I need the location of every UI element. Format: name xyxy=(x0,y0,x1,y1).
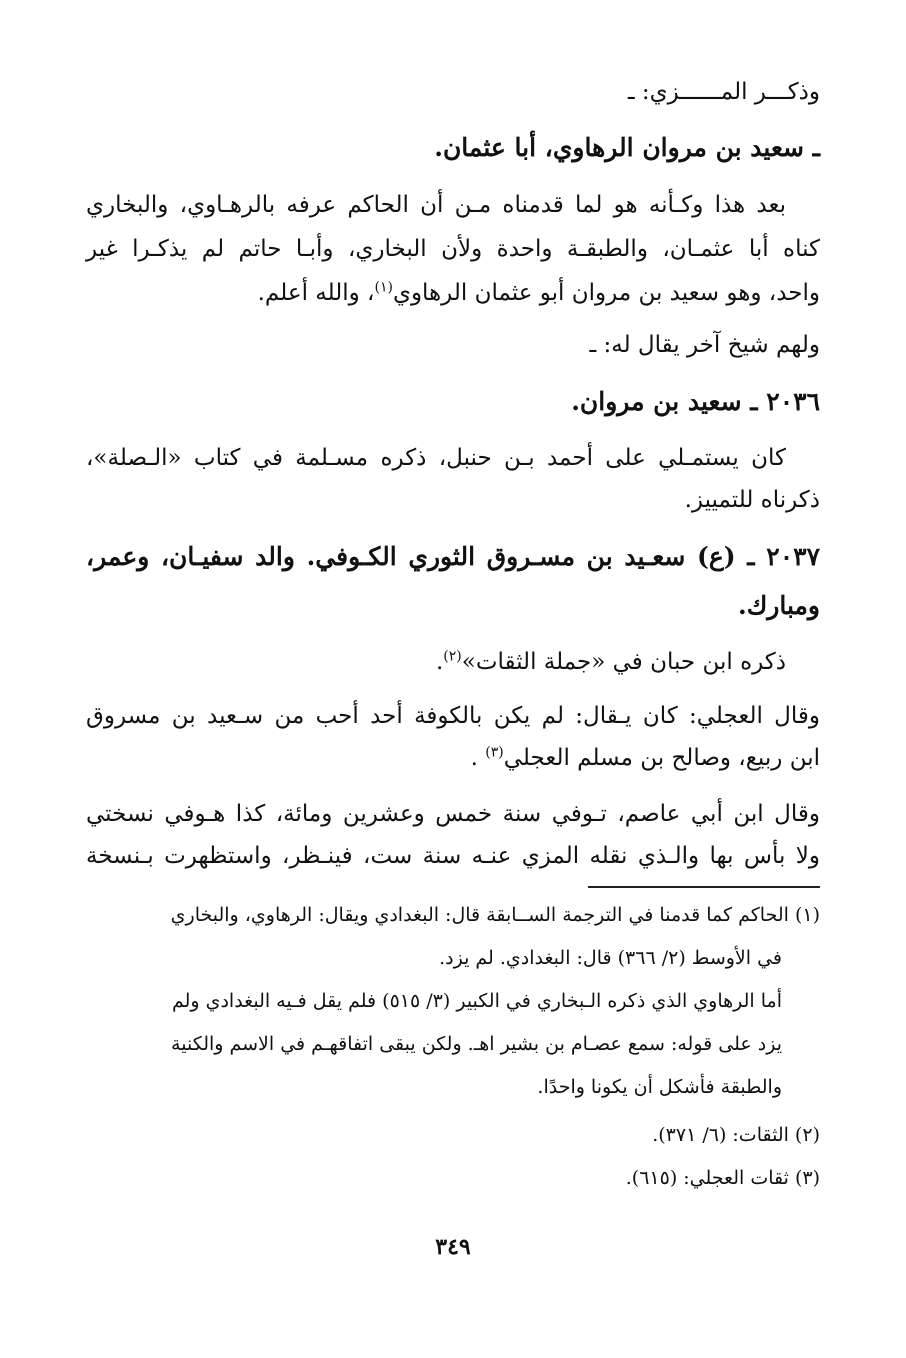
text-line: ولهم شيخ آخر يقال له: ـ xyxy=(589,332,820,358)
text-line: كان يستمـلي على أحمد بـن حنبل، ذكره مسـلمة في كتاب «الـصلة»، xyxy=(86,445,786,471)
footnote-ref: (٣) xyxy=(485,744,504,761)
text-line: وقال ابن أبي عاصم، تـوفي سنة خمس وعشرين ومائة، كذا هـوفي نسختي xyxy=(86,801,820,827)
entry-heading: ٢٠٣٦ ـ سعيد بن مروان. xyxy=(571,387,820,416)
text-line xyxy=(86,642,786,682)
text-line: ولا بأس بها والـذي نقله المزي عنـه سنة ست، فينـظر، واستظهرت بـنسخة xyxy=(86,843,820,869)
text-line: ذكرناه للتمييز. xyxy=(684,487,820,513)
text-span: . xyxy=(435,649,444,675)
text-span: ، والله أعلم. xyxy=(257,280,375,306)
text-line: وذكـــر المــــــزي: ـ xyxy=(627,79,820,105)
text-line: كناه أبا عثمـان، والطبقـة واحدة ولأن البخاري، وأبـا حاتم لم يذكـرا غير xyxy=(86,236,820,262)
footnote-line: (٢) الثقات: (٦/ ٣٧١). xyxy=(652,1124,820,1146)
text-span: واحد، وهو سعيد بن مروان أبو عثمان الرهاوي xyxy=(392,280,820,306)
text-line xyxy=(86,738,820,778)
footnote-line: والطبقة فأشكل أن يكونا واحدًا. xyxy=(537,1076,782,1098)
footnote-separator xyxy=(588,886,820,888)
footnote-ref: (٢) xyxy=(443,648,462,665)
text-line xyxy=(86,273,820,313)
footnote-line: (١) الحاكم كما قدمنا في الترجمة الســابقة قال: البغدادي ويقال: الرهاوي، والبخاري xyxy=(170,904,820,926)
footnote-line: (٣) ثقات العجلي: (٦١٥). xyxy=(625,1167,820,1189)
entry-heading: ٢٠٣٧ ـ (ع) سعـيد بن مسـروق الثوري الكـوفي. والد سفيـان، وعمر، xyxy=(86,542,820,571)
text-span: . xyxy=(470,745,486,771)
page-number: ٣٤٩ xyxy=(435,1234,471,1260)
footnote-ref: (١) xyxy=(374,279,393,296)
entry-heading: ـ سعيد بن مروان الرهاوي، أبا عثمان. xyxy=(434,133,820,162)
text-line: بعد هذا وكـأنه هو لما قدمناه مـن أن الحاكم عرفه بالرهـاوي، والبخاري xyxy=(86,192,786,218)
footnote-line: في الأوسط (٢/ ٣٦٦) قال: البغدادي. لم يزد. xyxy=(439,947,782,969)
text-span: ابن ربيع، وصالح بن مسلم العجلي xyxy=(503,745,820,771)
footnote-line: يزد على قوله: سمع عصـام بن بشير اهـ. ولكن يبقى اتفاقهـم في الاسم والكنية xyxy=(171,1033,782,1055)
text-line: وقال العجلي: كان يـقال: لم يكن بالكوفة أحد أحب من سـعيد بن مسروق xyxy=(86,703,820,729)
footnote-line: أما الرهاوي الذي ذكره الـبخاري في الكبير (٣/ ٥١٥) فلم يقل فـيه البغدادي ولم xyxy=(171,990,782,1012)
entry-heading: ومبارك. xyxy=(737,591,820,620)
text-span: ذكره ابن حبان في «جملة الثقات» xyxy=(461,649,786,675)
